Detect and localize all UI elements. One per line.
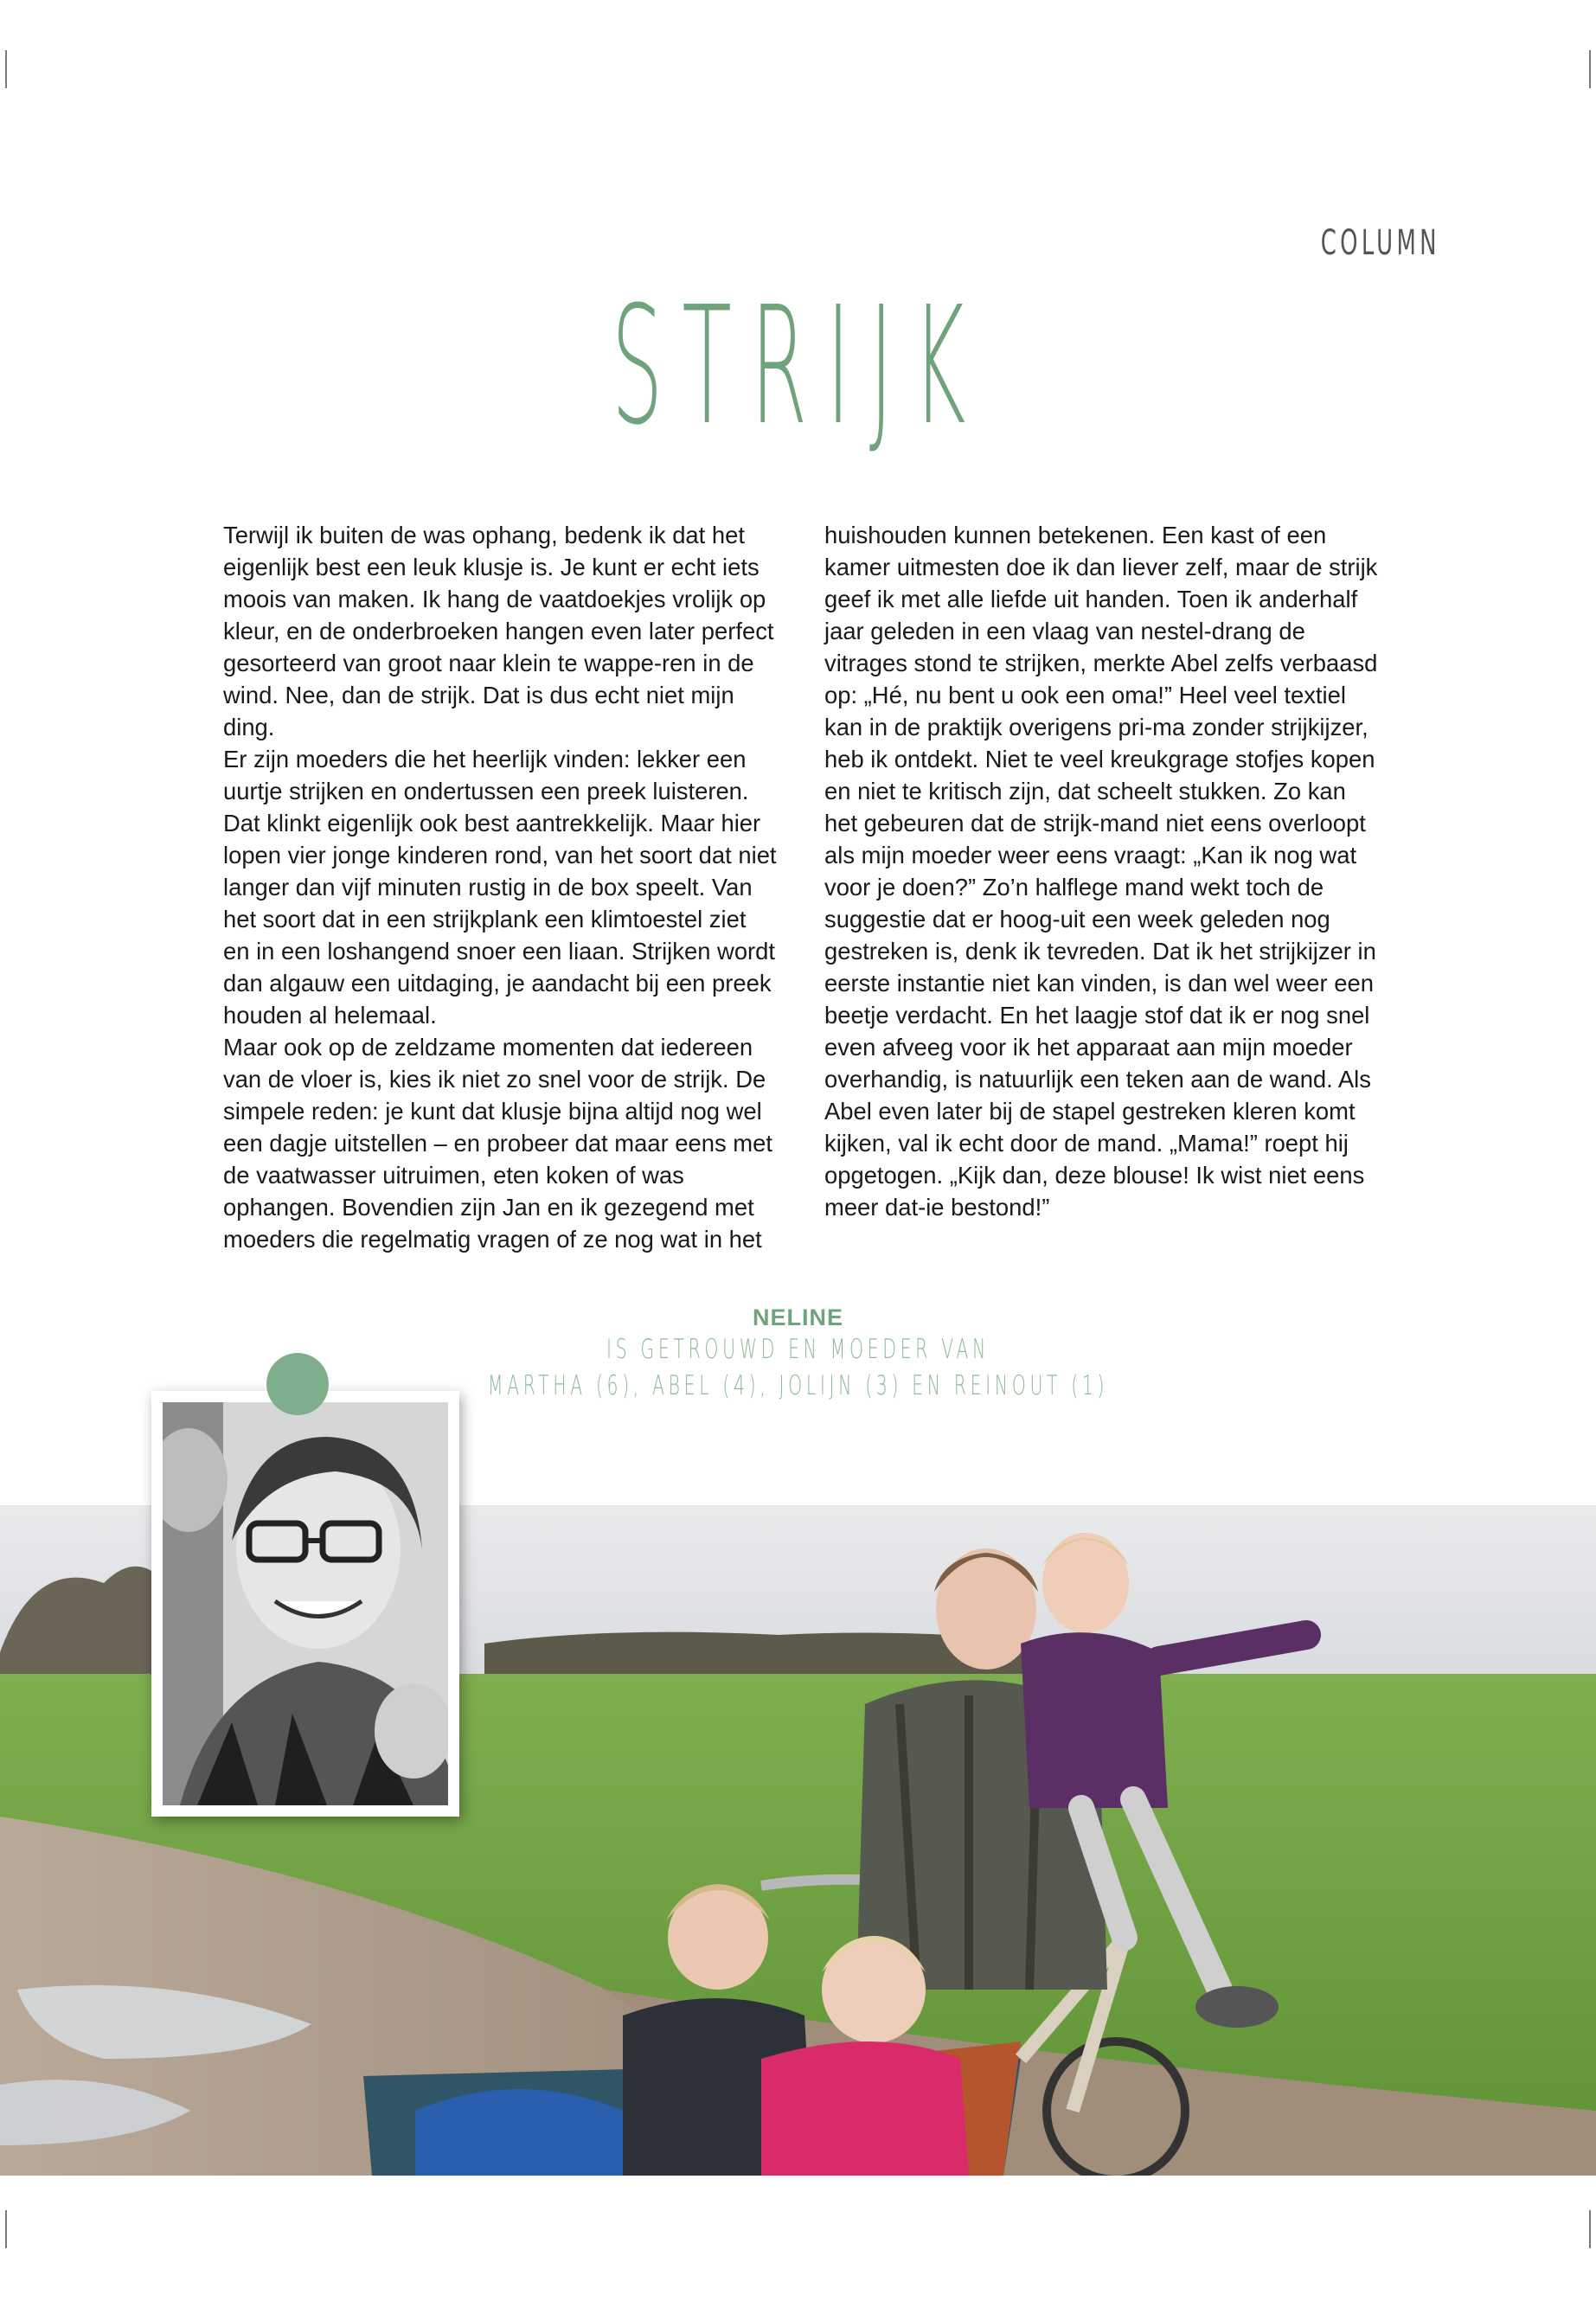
- paragraph: Er zijn moeders die het heerlijk vinden: lekker een uurtje strijken en ondertussen een preek luisteren. Dat klinkt eigenlijk ook best aantrekkelijk. Maar hier lopen vier jonge kinderen rond, van het soort dat niet langer dan vijf minuten rustig in de box speelt. Van het soort dat in een strijkplank een klimtoestel ziet en in een loshangend snoer een liaan. Strijken wordt dan algauw een uitdaging, je aandacht bij een preek houden al helemaal.: [223, 746, 777, 1029]
- author-bio-line-1: IS GETROUWD EN MOEDER VAN: [606, 1334, 990, 1365]
- crop-mark-top-right: [1589, 50, 1591, 88]
- crop-mark-bottom-left: [5, 2210, 7, 2248]
- article-body: [223, 519, 1378, 1255]
- author-bio-line-2: MARTHA (6), ABEL (4), JOLIJN (3) EN REINOUT (1): [487, 1370, 1109, 1401]
- article-column-2: [824, 519, 1378, 1255]
- author-portrait: [151, 1391, 459, 1817]
- paragraph: Maar ook op de zeldzame momenten dat iedereen van de vloer is, kies ik niet zo snel voor de strijk. De simpele reden: je kunt dat klusje bijna altijd nog wel een dagje uitstellen – en probeer dat maar eens met de vaatwasser uitruimen, eten koken of was ophangen. Bovendien zijn Jan en ik gezegend met moeders die regelmatig vragen of ze nog wat in het: [223, 1034, 772, 1253]
- author-bio: [0, 1304, 1596, 1404]
- crop-mark-bottom-right: [1589, 2210, 1591, 2248]
- page-title: STRIJK: [611, 272, 985, 461]
- article-column-1: [223, 519, 777, 1255]
- author-name: NELINE: [752, 1304, 843, 1330]
- crop-mark-top-left: [5, 50, 7, 88]
- paragraph: huishouden kunnen betekenen. Een kast of een kamer uitmesten doe ik dan liever zelf, maar de strijk geef ik met alle liefde uit handen. Toen ik anderhalf jaar geleden in een vlaag van nestel-drang de vitrages stond te strijken, merkte Abel zelfs verbaasd op: „Hé, nu bent u ook een oma!” Heel veel textiel kan in de praktijk overigens pri-ma zonder strijkijzer, heb ik ontdekt. Niet te veel kreukgrage stofjes kopen en niet te kritisch zijn, dat scheelt stukken. Zo kan het gebeuren dat de strijk-mand niet eens overloopt als mijn moeder weer eens vraagt: „Kan ik nog wat voor je doen?” Zo’n halflege mand wekt toch de suggestie dat er hoog-uit een week geleden nog gestreken is, denk ik tevreden. Dat ik het strijkijzer in eerste instantie niet kan vinden, is dan wel weer een beetje verdacht. En het laagje stof dat ik er nog snel even afveeg voor ik het apparaat aan mijn moeder overhandig, is natuurlijk een teken aan de wand. Als Abel even later bij de stapel gestreken kleren komt kijken, val ik echt door de mand. „Mama!” roept hij opgetogen. „Kijk dan, deze blouse! Ik wist niet eens meer dat-ie bestond!”: [824, 522, 1378, 1221]
- paragraph: Terwijl ik buiten de was ophang, bedenk ik dat het eigenlijk best een leuk klusje is. Je kunt er echt iets moois van maken. Ik hang de vaatdoekjes vrolijk op kleur, en de onderbroeken hangen even later perfect gesorteerd van groot naar klein te wappe-ren in de wind. Nee, dan de strijk. Dat is dus echt niet mijn ding.: [223, 522, 774, 740]
- author-portrait-image: [163, 1402, 448, 1805]
- section-label: COLUMN: [1320, 223, 1440, 263]
- decorative-dot: [266, 1353, 329, 1415]
